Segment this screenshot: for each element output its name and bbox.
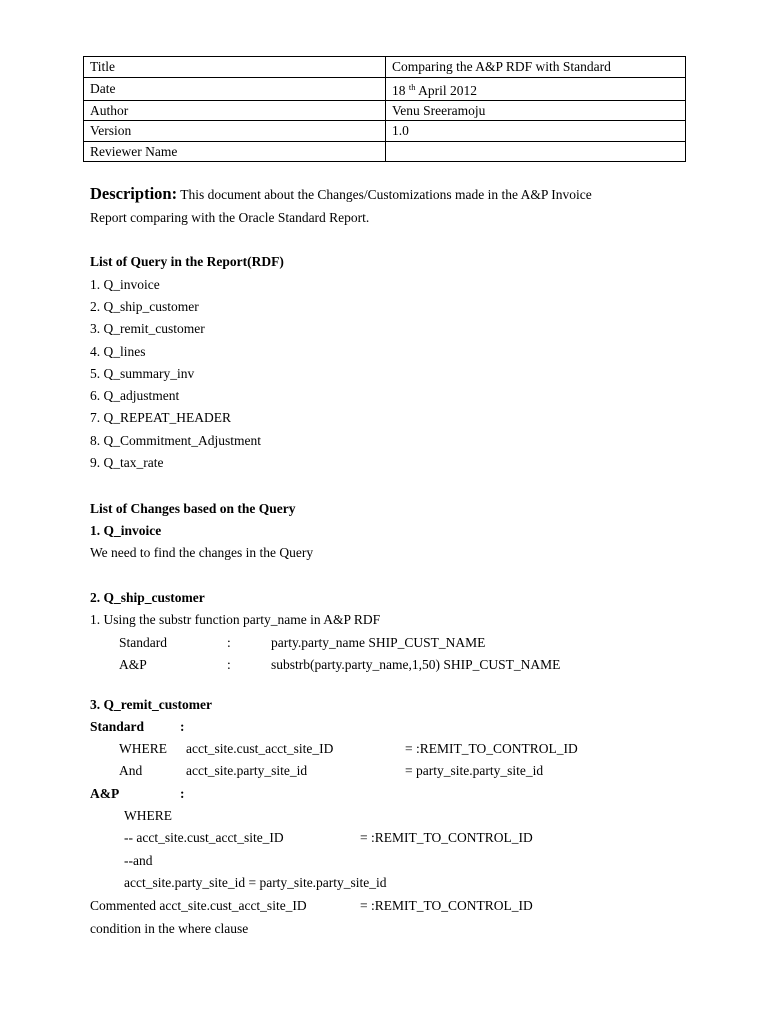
query-list-heading: List of Query in the Report(RDF) [90, 254, 284, 269]
list-item: 2. Q_ship_customer [90, 299, 199, 314]
ship-ap-value: substrb(party.party_name,1,50) SHIP_CUST_NAME [271, 657, 561, 672]
author-value: Venu Sreeramoju [386, 100, 686, 121]
date-rest: April 2012 [415, 82, 478, 98]
description-line [90, 185, 592, 204]
date-key: Date [84, 77, 386, 100]
remit-standard-and: And [119, 763, 143, 778]
remit-standard-label: Standard [90, 719, 145, 734]
description-text: This document about the Changes/Customizations made in the A&P Invoice [177, 187, 592, 202]
invoice-section-title: 1. Q_invoice [90, 523, 162, 538]
remit-ap-and-text: --and [124, 853, 153, 868]
list-item: 1. Q_invoice [90, 277, 160, 292]
list-item: 3. Q_remit_customer [90, 321, 205, 336]
document-info-table [83, 56, 686, 162]
ship-section-text: 1. Using the substr function party_name in A&P RDF [90, 612, 381, 627]
remit-ap-sep: : [180, 786, 185, 801]
remit-ap-comment-col: -- acct_site.cust_acct_site_ID [124, 830, 284, 845]
remit-standard-and-val: = party_site.party_site_id [405, 763, 544, 778]
invoice-section-text: We need to find the changes in the Query [90, 545, 314, 560]
ship-section-title: 2. Q_ship_customer [90, 590, 205, 605]
date-value [386, 77, 686, 100]
remit-standard-where-col: acct_site.cust_acct_site_ID [186, 741, 334, 756]
date-day: 18 [392, 82, 406, 98]
list-item: 9. Q_tax_rate [90, 455, 164, 470]
reviewer-key: Reviewer Name [84, 141, 386, 162]
ship-standard-sep: : [227, 635, 231, 650]
table-row [84, 141, 686, 162]
remit-standard-where-val: = :REMIT_TO_CONTROL_ID [405, 741, 578, 756]
ship-standard-value: party.party_name SHIP_CUST_NAME [271, 635, 486, 650]
reviewer-value [386, 141, 686, 162]
remit-section-title: 3. Q_remit_customer [90, 697, 212, 712]
remit-note-val: = :REMIT_TO_CONTROL_ID [360, 898, 533, 913]
ship-ap-sep: : [227, 657, 231, 672]
remit-note-2: condition in the where clause [90, 921, 249, 936]
remit-ap-comment-val: = :REMIT_TO_CONTROL_ID [360, 830, 533, 845]
list-item: 4. Q_lines [90, 344, 146, 359]
table-row [84, 77, 686, 100]
title-key: Title [84, 57, 386, 78]
changes-heading: List of Changes based on the Query [90, 501, 296, 516]
list-item: 5. Q_summary_inv [90, 366, 195, 381]
description-text-2: Report comparing with the Oracle Standard Report. [90, 210, 370, 225]
remit-standard-and-col: acct_site.party_site_id [186, 763, 308, 778]
description-label: Description: [90, 184, 178, 203]
date-ordinal: th [408, 81, 416, 92]
remit-ap-cond-text: acct_site.party_site_id = party_site.party_site_id [124, 875, 387, 890]
title-value: Comparing the A&P RDF with Standard [386, 57, 686, 78]
list-item: 7. Q_REPEAT_HEADER [90, 410, 231, 425]
remit-ap-label: A&P [90, 786, 120, 801]
table-row [84, 100, 686, 121]
remit-standard-sep: : [180, 719, 185, 734]
version-key: Version [84, 121, 386, 142]
remit-standard-where: WHERE [119, 741, 167, 756]
ship-ap-label: A&P [119, 657, 147, 672]
list-item: 8. Q_Commitment_Adjustment [90, 433, 261, 448]
remit-ap-where-text: WHERE [124, 808, 172, 823]
remit-note-col: Commented acct_site.cust_acct_site_ID [90, 898, 307, 913]
table-row [84, 57, 686, 78]
author-key: Author [84, 100, 386, 121]
list-item: 6. Q_adjustment [90, 388, 180, 403]
version-value: 1.0 [386, 121, 686, 142]
table-row [84, 121, 686, 142]
ship-standard-label: Standard [119, 635, 167, 650]
